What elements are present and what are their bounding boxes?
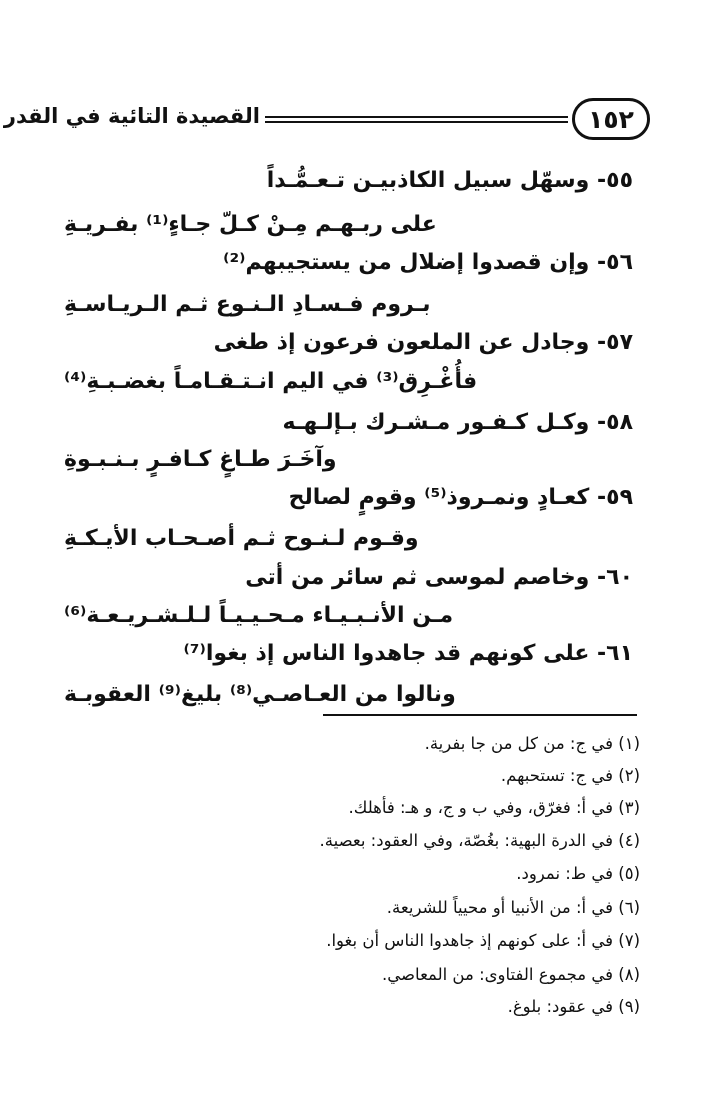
running-title: القصيدة التائية في القدر: [3, 104, 260, 128]
verse-line: ٥٧- وجادل عن الملعون فرعون إذ طغى: [213, 330, 633, 355]
verse-line: على ربـهـم مِـنْ كـلّ جـاءٍ⁽¹⁾ بفـريـةِ: [64, 212, 437, 237]
page-header: [3, 98, 650, 144]
header-rule: [265, 116, 568, 118]
page-number: ١٥٢: [572, 98, 650, 140]
verse-line: ٥٦- وإن قصدوا إضلال من يستجيبهم⁽²⁾: [223, 250, 633, 275]
verse-line: بـروم فـسـادِ الـنـوع ثـم الـريـاسـةِ: [64, 292, 431, 317]
footnote: (٤) في الدرة البهية: بغُصّة، وفي العقود: بعصية.: [319, 831, 640, 850]
verse-line: ٥٨- وكـل كـفـور مـشـرك بـإلـهـه: [282, 410, 633, 435]
footnote-divider: [323, 714, 637, 716]
footnote: (٢) في ج: تستحبهم.: [500, 766, 640, 785]
verse-line: مـن الأنـبـيـاء مـحـيـيـاً لـلـشـريـعـة⁽⁶⁾: [64, 603, 454, 628]
verse-line: ٥٩- كعـادٍ ونمـروذ⁽⁵⁾ وقومٍ لصالح: [288, 485, 633, 510]
verse-line: ٦١- على كونهم قد جاهدوا الناس إذ بغوا⁽⁷⁾: [183, 641, 633, 666]
verse-line: ٥٥- وسهّل سبيل الكاذبيـن تـعـمُّـداً: [266, 168, 633, 193]
verse-line: وقـوم لـنـوح ثـم أصـحـاب الأيـكـةِ: [64, 526, 419, 551]
verse-line: ٦٠- وخاصم لموسى ثم سائر من أتى: [245, 565, 633, 590]
footnote: (١) في ج: من كل من جا بفرية.: [424, 734, 640, 753]
footnote: (٩) في عقود: بلوغ.: [507, 997, 640, 1016]
verse-line: فأُغْـرِق⁽³⁾ في اليم انـتـقـامـاً بغضـبـةِ⁽⁴⁾: [64, 369, 478, 394]
header-rule: [265, 121, 568, 123]
verse-line: ونالوا من العـاصـي⁽⁸⁾ بليغ⁽⁹⁾ العقوبـة: [64, 682, 456, 707]
footnote: (٧) في أ: على كونهم إذ جاهدوا الناس أن بغوا.: [326, 931, 640, 950]
footnote: (٣) في أ: فغرّق، وفي ب و ج، و هـ: فأهلك.: [348, 798, 640, 817]
footnote: (٥) في ط: نمرود.: [516, 864, 640, 883]
footnote: (٨) في مجموع الفتاوى: من المعاصي.: [382, 965, 640, 984]
footnote: (٦) في أ: من الأنبيا أو محيياً للشريعة.: [386, 898, 640, 917]
verse-line: وآخَـرَ طـاغٍ كـافـرٍ بـنـبـوةِ: [64, 447, 337, 472]
